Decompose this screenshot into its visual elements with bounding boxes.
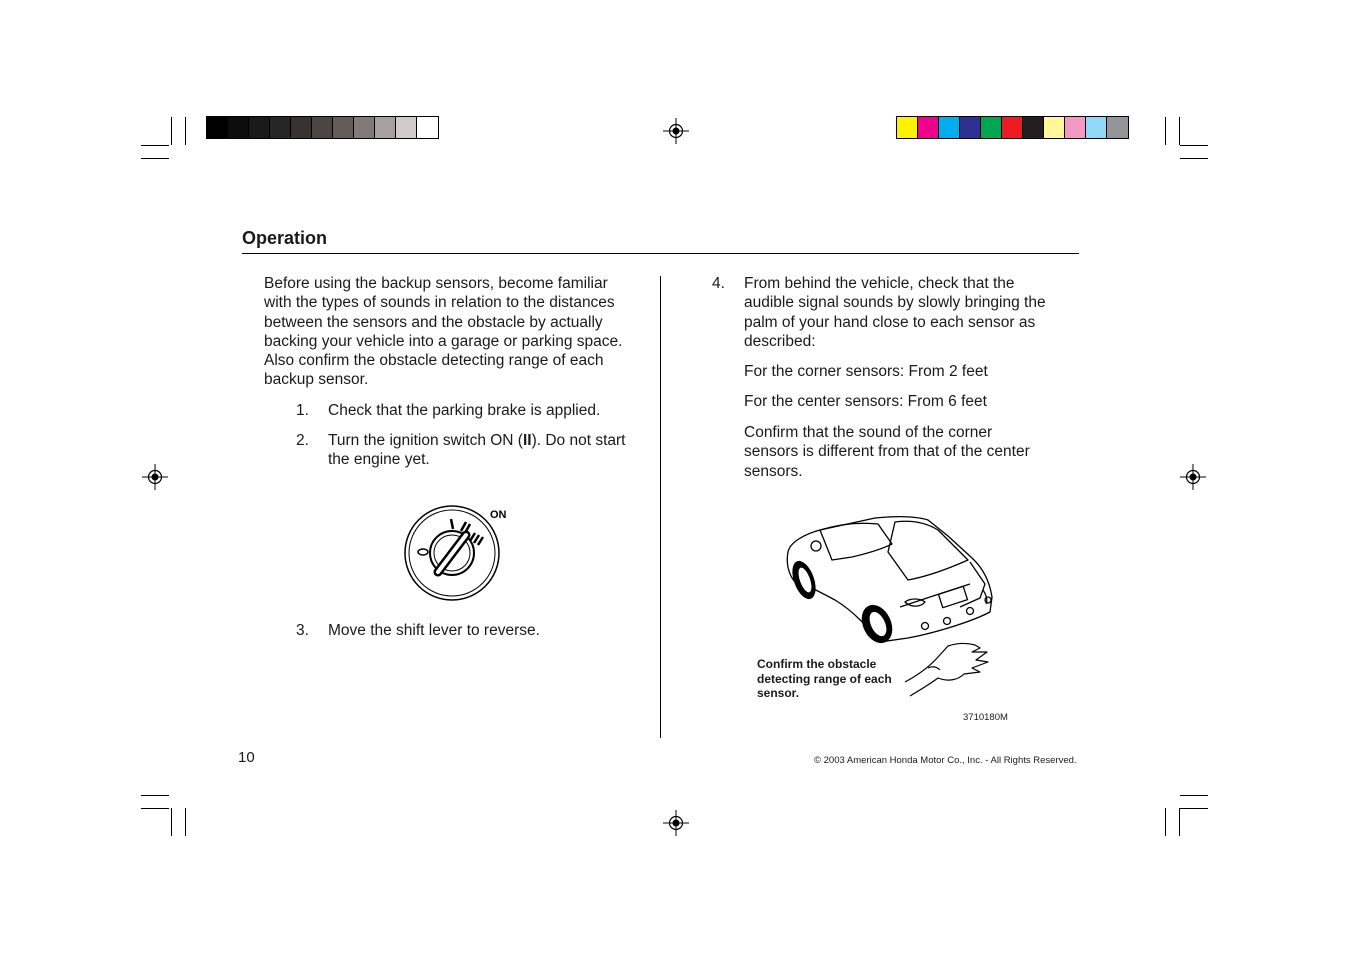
grayscale-swatch [396, 117, 417, 138]
ignition-on-label: ON [490, 509, 507, 521]
grayscale-bar [206, 116, 439, 139]
step-4-number: 4. [712, 275, 725, 292]
registration-mark-left [142, 464, 168, 490]
color-swatch [960, 117, 981, 138]
grayscale-swatch [333, 117, 354, 138]
color-swatch [1065, 117, 1086, 138]
step-4-text: From behind the vehicle, check that the audible signal sounds by slowly bringing the palm of your hand close to each sensor as described: [744, 275, 1046, 350]
color-swatch [981, 117, 1002, 138]
page-number: 10 [238, 749, 255, 766]
color-bar [896, 116, 1129, 139]
step-2-number: 2. [296, 432, 309, 449]
intro-paragraph: Before using the backup sensors, become familiar with the types of sounds in relation to the distances between the sensors and the obstacle by actually backing your vehicle into a garage or parking space. Also confirm the obstacle detecting range of each backup sensor. [264, 275, 623, 389]
color-swatch [1044, 117, 1065, 138]
grayscale-swatch [207, 117, 228, 138]
grayscale-swatch [291, 117, 312, 138]
column-divider [660, 276, 661, 738]
corner-sensors-text: For the corner sensors: From 2 feet [744, 363, 988, 380]
step-1-number: 1. [296, 402, 309, 419]
section-heading: Operation [242, 228, 328, 248]
color-swatch [1107, 117, 1128, 138]
registration-mark-bottom [663, 810, 689, 836]
color-swatch [897, 117, 918, 138]
car-figure-caption: Confirm the obstacle detecting range of each sensor. [757, 657, 892, 700]
grayscale-swatch [375, 117, 396, 138]
color-swatch [939, 117, 960, 138]
ignition-switch-figure [400, 500, 520, 606]
grayscale-swatch [228, 117, 249, 138]
grayscale-swatch [270, 117, 291, 138]
copyright: © 2003 American Honda Motor Co., Inc. - All Rights Reserved. [814, 755, 1077, 766]
step-2-text: Turn the ignition switch ON (II). Do not start the engine yet. [328, 432, 626, 469]
center-sensors-text: For the center sensors: From 6 feet [744, 393, 987, 410]
step-3-text: Move the shift lever to reverse. [328, 622, 540, 639]
color-swatch [918, 117, 939, 138]
step-3-number: 3. [296, 622, 309, 639]
heading-rule [242, 253, 1079, 254]
grayscale-swatch [354, 117, 375, 138]
grayscale-swatch [417, 117, 438, 138]
color-swatch [1086, 117, 1107, 138]
registration-mark-top [663, 118, 689, 144]
figure-code: 3710180M [963, 712, 1008, 723]
color-swatch [1023, 117, 1044, 138]
confirm-sound-text: Confirm that the sound of the corner sensors is different from that of the center sensors. [744, 424, 1030, 480]
grayscale-swatch [249, 117, 270, 138]
registration-mark-right [1180, 464, 1206, 490]
step-1-text: Check that the parking brake is applied. [328, 402, 601, 419]
color-swatch [1002, 117, 1023, 138]
grayscale-swatch [312, 117, 333, 138]
